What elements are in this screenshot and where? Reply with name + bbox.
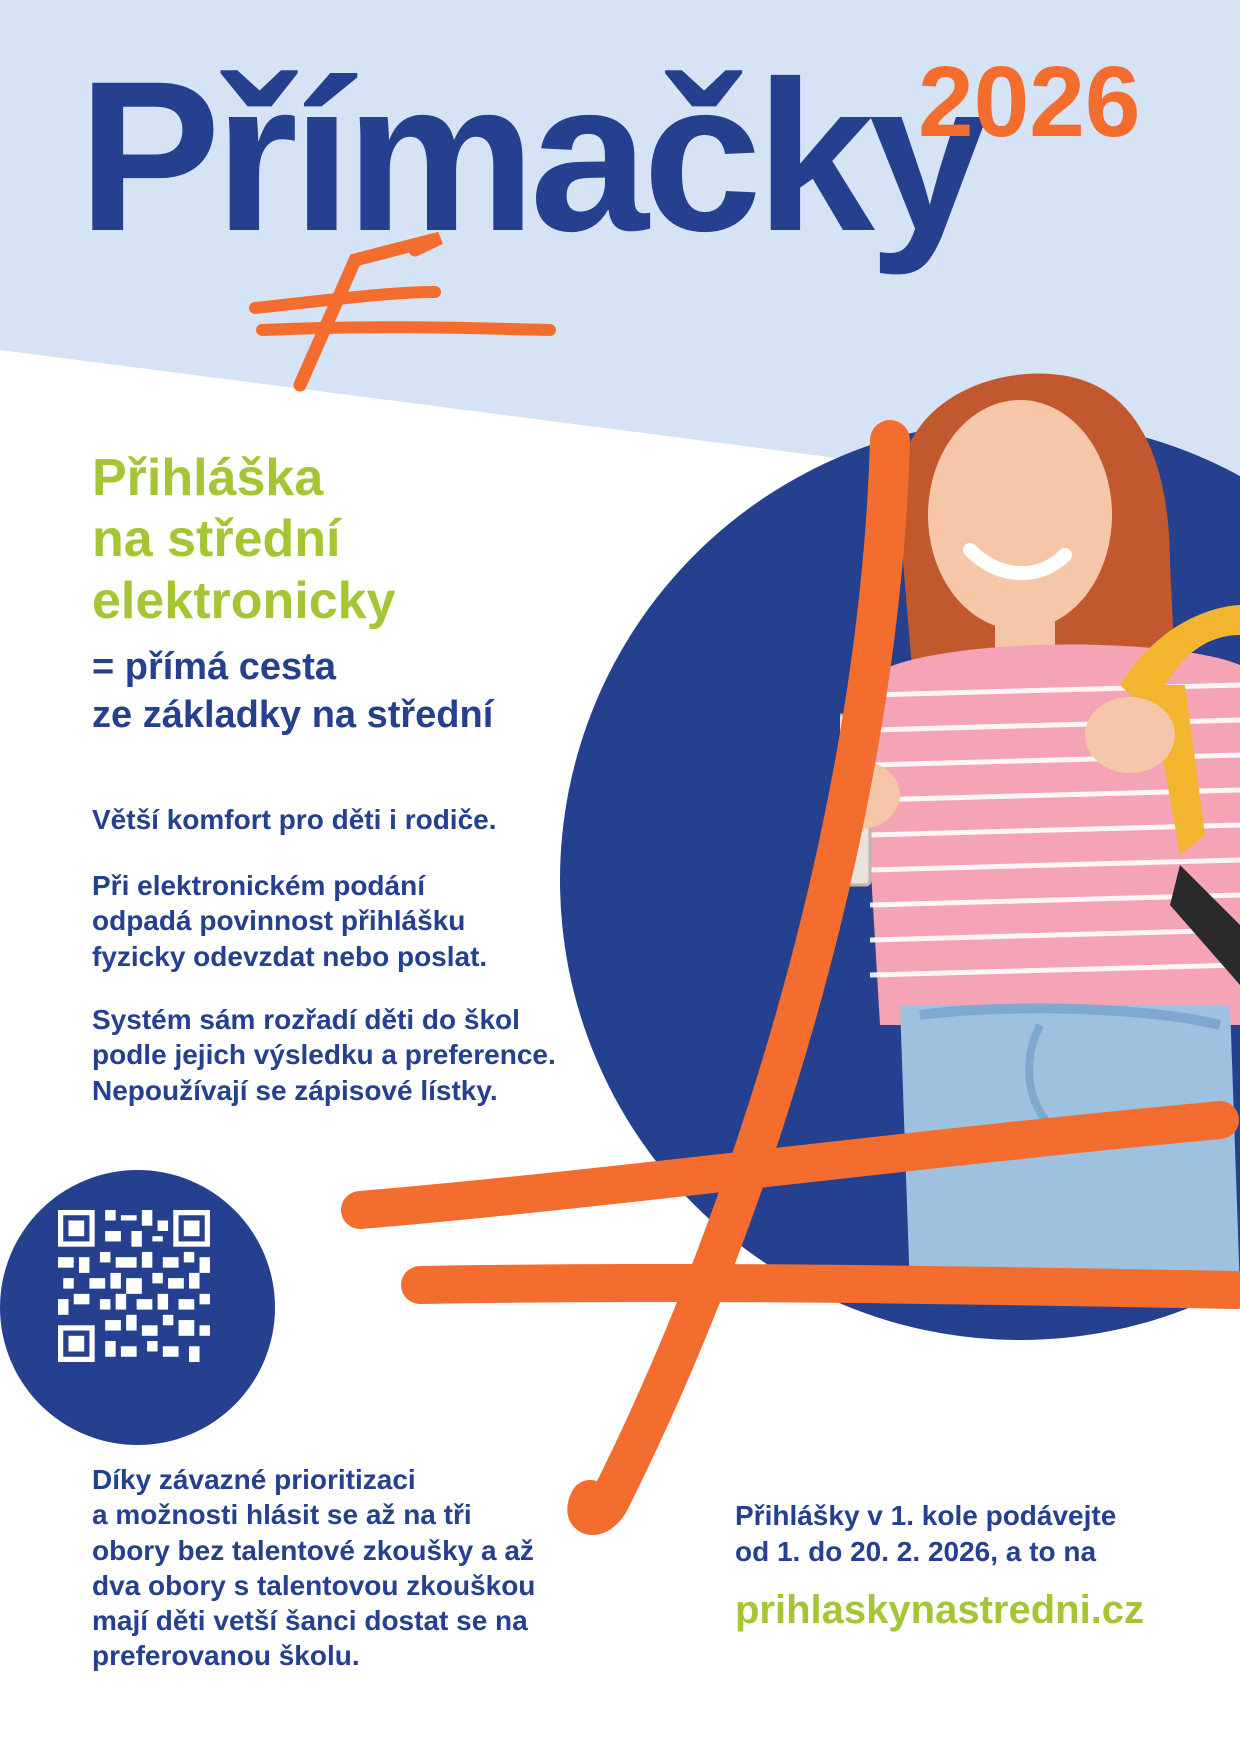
paragraph-comfort: Větší komfort pro děti i rodiče. — [92, 804, 497, 835]
orange-vertical-stroke — [587, 440, 890, 1515]
subheadline — [92, 644, 652, 739]
subheadline-line-2: ze základky na střední — [92, 693, 494, 736]
subheadline-line-1: = přímá cesta — [92, 646, 336, 688]
paragraph-system: Systém sám rozřadí děti do škol podle jejich výsledku a preference. Nepoužívají se zápisové lístky. — [92, 1004, 556, 1106]
deadline-text: Přihlášky v 1. kole podávejte od 1. do 20. 2. 2026, a to na — [735, 1500, 1117, 1568]
paragraph-electronic: Při elektronickém podání odpadá povinnost přihlášku fyzicky odevzdat nebo poslat. — [92, 870, 488, 972]
orange-horizontal-stroke-2 — [420, 1283, 1235, 1290]
headline-line-3: elektronicky — [92, 571, 396, 630]
headline-line-2: na střední — [92, 510, 341, 569]
prioritization-text: Díky závazné prioritizaci a možnosti hlásit se až na tři obory bez talentové zkoušky a až dva obory s talentovou zkouškou mají děti vetší šanci dostat se na preferovanou školu. — [92, 1464, 536, 1672]
poster-title: Přímačky — [78, 37, 982, 276]
website-link[interactable]: prihlaskynastredni.cz — [735, 1588, 1145, 1632]
headline-line-1: Přihláška — [92, 449, 324, 507]
poster-year: 2026 — [918, 46, 1141, 158]
headline — [92, 448, 612, 632]
orange-horizontal-stroke-1 — [360, 1120, 1220, 1210]
qr-code-icon[interactable] — [58, 1210, 210, 1362]
